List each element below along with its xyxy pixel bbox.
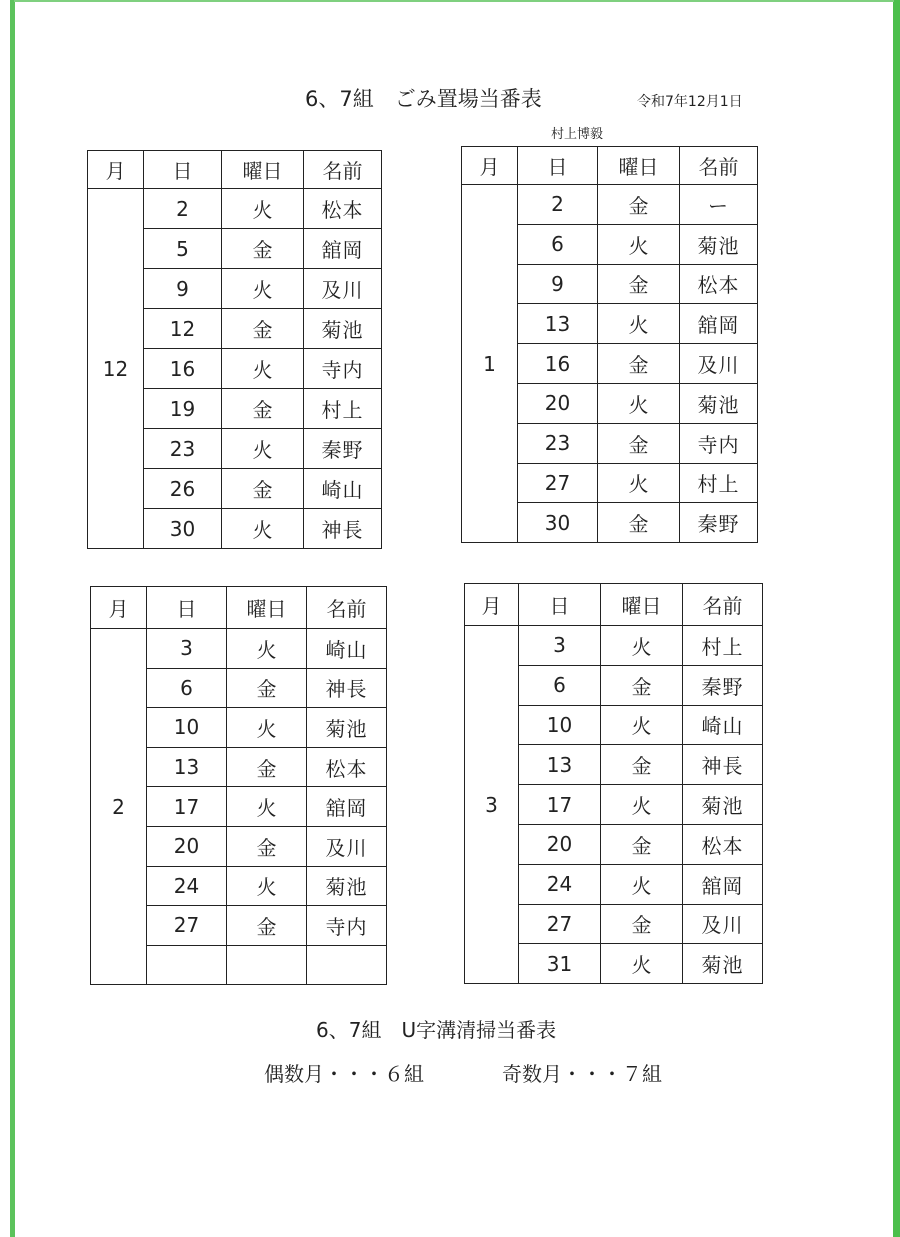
weekday-cell: 火 xyxy=(601,864,683,904)
document-header xyxy=(0,84,900,114)
name-cell: 菊池 xyxy=(304,309,382,349)
header-day: 日 xyxy=(147,587,227,629)
table-row xyxy=(462,185,758,225)
name-cell: 崎山 xyxy=(304,469,382,509)
name-cell: 及川 xyxy=(304,269,382,309)
name-cell: 神長 xyxy=(683,745,763,785)
odd-month-assignment: 奇数月・・・７組 xyxy=(502,1062,662,1086)
duty-table-january xyxy=(461,146,758,543)
name-cell: 菊池 xyxy=(307,866,387,906)
weekday-cell: 火 xyxy=(598,224,680,264)
day-cell: 6 xyxy=(518,224,598,264)
weekday-cell: 火 xyxy=(601,626,683,666)
weekday-cell: 金 xyxy=(598,503,680,543)
weekday-cell: 火 xyxy=(222,429,304,469)
weekday-cell: 火 xyxy=(598,383,680,423)
name-cell: 松本 xyxy=(683,824,763,864)
day-cell: 12 xyxy=(144,309,222,349)
table-row xyxy=(91,629,387,669)
weekday-cell: 火 xyxy=(227,787,307,827)
weekday-cell: 火 xyxy=(222,349,304,389)
name-cell: 神長 xyxy=(304,509,382,549)
weekday-cell: 火 xyxy=(598,463,680,503)
name-cell: 崎山 xyxy=(683,705,763,745)
weekday-cell: 火 xyxy=(222,269,304,309)
name-cell: 及川 xyxy=(307,826,387,866)
weekday-cell: 金 xyxy=(227,826,307,866)
day-cell: 2 xyxy=(144,189,222,229)
header-name: 名前 xyxy=(680,147,758,185)
weekday-cell: 火 xyxy=(227,708,307,748)
day-cell: 6 xyxy=(519,665,601,705)
weekday-cell: 金 xyxy=(227,747,307,787)
weekday-cell: 金 xyxy=(598,423,680,463)
name-cell: 寺内 xyxy=(307,906,387,946)
weekday-cell: 金 xyxy=(601,665,683,705)
month-cell: 12 xyxy=(88,189,144,549)
day-cell: 17 xyxy=(519,785,601,825)
day-cell: 20 xyxy=(518,383,598,423)
header-weekday: 曜日 xyxy=(598,147,680,185)
day-cell: 27 xyxy=(519,904,601,944)
duty-table-march xyxy=(464,583,763,984)
day-cell: 13 xyxy=(147,747,227,787)
day-cell: 19 xyxy=(144,389,222,429)
header-day: 日 xyxy=(144,151,222,189)
day-cell: 27 xyxy=(518,463,598,503)
month-cell: 2 xyxy=(91,629,147,985)
day-cell: 27 xyxy=(147,906,227,946)
name-cell: 菊池 xyxy=(683,785,763,825)
table-row xyxy=(465,626,763,666)
name-cell: 舘岡 xyxy=(683,864,763,904)
day-cell: 24 xyxy=(519,864,601,904)
name-cell: 及川 xyxy=(683,904,763,944)
weekday-cell: 火 xyxy=(222,189,304,229)
day-cell: 23 xyxy=(518,423,598,463)
header-weekday: 曜日 xyxy=(227,587,307,629)
document-title: 6、7組 ごみ置場当番表 xyxy=(305,87,542,111)
weekday-cell: 金 xyxy=(598,264,680,304)
day-cell: 16 xyxy=(144,349,222,389)
weekday-cell: 金 xyxy=(222,389,304,429)
document-date: 令和7年12月1日 xyxy=(637,94,743,110)
name-cell: 秦野 xyxy=(680,503,758,543)
header-month: 月 xyxy=(462,147,518,185)
name-cell: 村上 xyxy=(683,626,763,666)
weekday-cell: 金 xyxy=(227,668,307,708)
duty-table-february xyxy=(90,586,387,985)
name-cell: ー xyxy=(680,185,758,225)
header-day: 日 xyxy=(518,147,598,185)
name-cell: 松本 xyxy=(304,189,382,229)
weekday-cell: 火 xyxy=(227,866,307,906)
name-cell: 及川 xyxy=(680,344,758,384)
day-cell: 10 xyxy=(519,705,601,745)
day-cell: 31 xyxy=(519,944,601,984)
weekday-cell: 金 xyxy=(601,824,683,864)
day-cell: 9 xyxy=(518,264,598,304)
right-border-stripe xyxy=(893,0,900,1237)
name-cell: 崎山 xyxy=(307,629,387,669)
empty-cell xyxy=(227,945,307,985)
header-month: 月 xyxy=(91,587,147,629)
name-cell: 松本 xyxy=(680,264,758,304)
day-cell: 3 xyxy=(147,629,227,669)
weekday-cell: 火 xyxy=(601,785,683,825)
name-cell: 菊池 xyxy=(680,224,758,264)
day-cell: 13 xyxy=(518,304,598,344)
day-cell: 30 xyxy=(144,509,222,549)
weekday-cell: 金 xyxy=(222,229,304,269)
name-cell: 舘岡 xyxy=(307,787,387,827)
day-cell: 26 xyxy=(144,469,222,509)
weekday-cell: 金 xyxy=(222,309,304,349)
name-cell: 村上 xyxy=(304,389,382,429)
day-cell: 6 xyxy=(147,668,227,708)
header-name: 名前 xyxy=(683,584,763,626)
day-cell: 5 xyxy=(144,229,222,269)
name-cell: 寺内 xyxy=(680,423,758,463)
weekday-cell: 火 xyxy=(598,304,680,344)
header-day: 日 xyxy=(519,584,601,626)
weekday-cell: 火 xyxy=(601,705,683,745)
day-cell: 13 xyxy=(519,745,601,785)
header-month: 月 xyxy=(465,584,519,626)
name-cell: 寺内 xyxy=(304,349,382,389)
day-cell: 23 xyxy=(144,429,222,469)
day-cell: 16 xyxy=(518,344,598,384)
weekday-cell: 金 xyxy=(222,469,304,509)
empty-cell xyxy=(147,945,227,985)
header-name: 名前 xyxy=(304,151,382,189)
day-cell: 3 xyxy=(519,626,601,666)
day-cell: 24 xyxy=(147,866,227,906)
name-cell: 村上 xyxy=(680,463,758,503)
name-cell: 菊池 xyxy=(307,708,387,748)
header-name: 名前 xyxy=(307,587,387,629)
weekday-cell: 火 xyxy=(222,509,304,549)
even-month-assignment: 偶数月・・・６組 xyxy=(264,1062,424,1086)
name-cell: 秦野 xyxy=(683,665,763,705)
day-cell: 10 xyxy=(147,708,227,748)
document-author: 村上博毅 xyxy=(551,127,604,142)
gutter-cleaning-title: 6、7組 U字溝清掃当番表 xyxy=(316,1018,557,1042)
name-cell: 菊池 xyxy=(683,944,763,984)
weekday-cell: 金 xyxy=(598,185,680,225)
name-cell: 舘岡 xyxy=(304,229,382,269)
weekday-cell: 金 xyxy=(227,906,307,946)
day-cell: 2 xyxy=(518,185,598,225)
name-cell: 舘岡 xyxy=(680,304,758,344)
table-row xyxy=(88,189,382,229)
name-cell: 菊池 xyxy=(680,383,758,423)
day-cell: 30 xyxy=(518,503,598,543)
day-cell: 20 xyxy=(147,826,227,866)
header-month: 月 xyxy=(88,151,144,189)
weekday-cell: 金 xyxy=(601,904,683,944)
day-cell: 20 xyxy=(519,824,601,864)
name-cell: 松本 xyxy=(307,747,387,787)
weekday-cell: 火 xyxy=(601,944,683,984)
month-cell: 1 xyxy=(462,185,518,543)
duty-table-december xyxy=(87,150,382,549)
header-weekday: 曜日 xyxy=(601,584,683,626)
weekday-cell: 金 xyxy=(598,344,680,384)
header-weekday: 曜日 xyxy=(222,151,304,189)
day-cell: 9 xyxy=(144,269,222,309)
top-border-stripe xyxy=(14,0,894,2)
name-cell: 神長 xyxy=(307,668,387,708)
weekday-cell: 金 xyxy=(601,745,683,785)
month-cell: 3 xyxy=(465,626,519,984)
weekday-cell: 火 xyxy=(227,629,307,669)
name-cell: 秦野 xyxy=(304,429,382,469)
empty-cell xyxy=(307,945,387,985)
day-cell: 17 xyxy=(147,787,227,827)
left-border-stripe xyxy=(0,0,12,1237)
